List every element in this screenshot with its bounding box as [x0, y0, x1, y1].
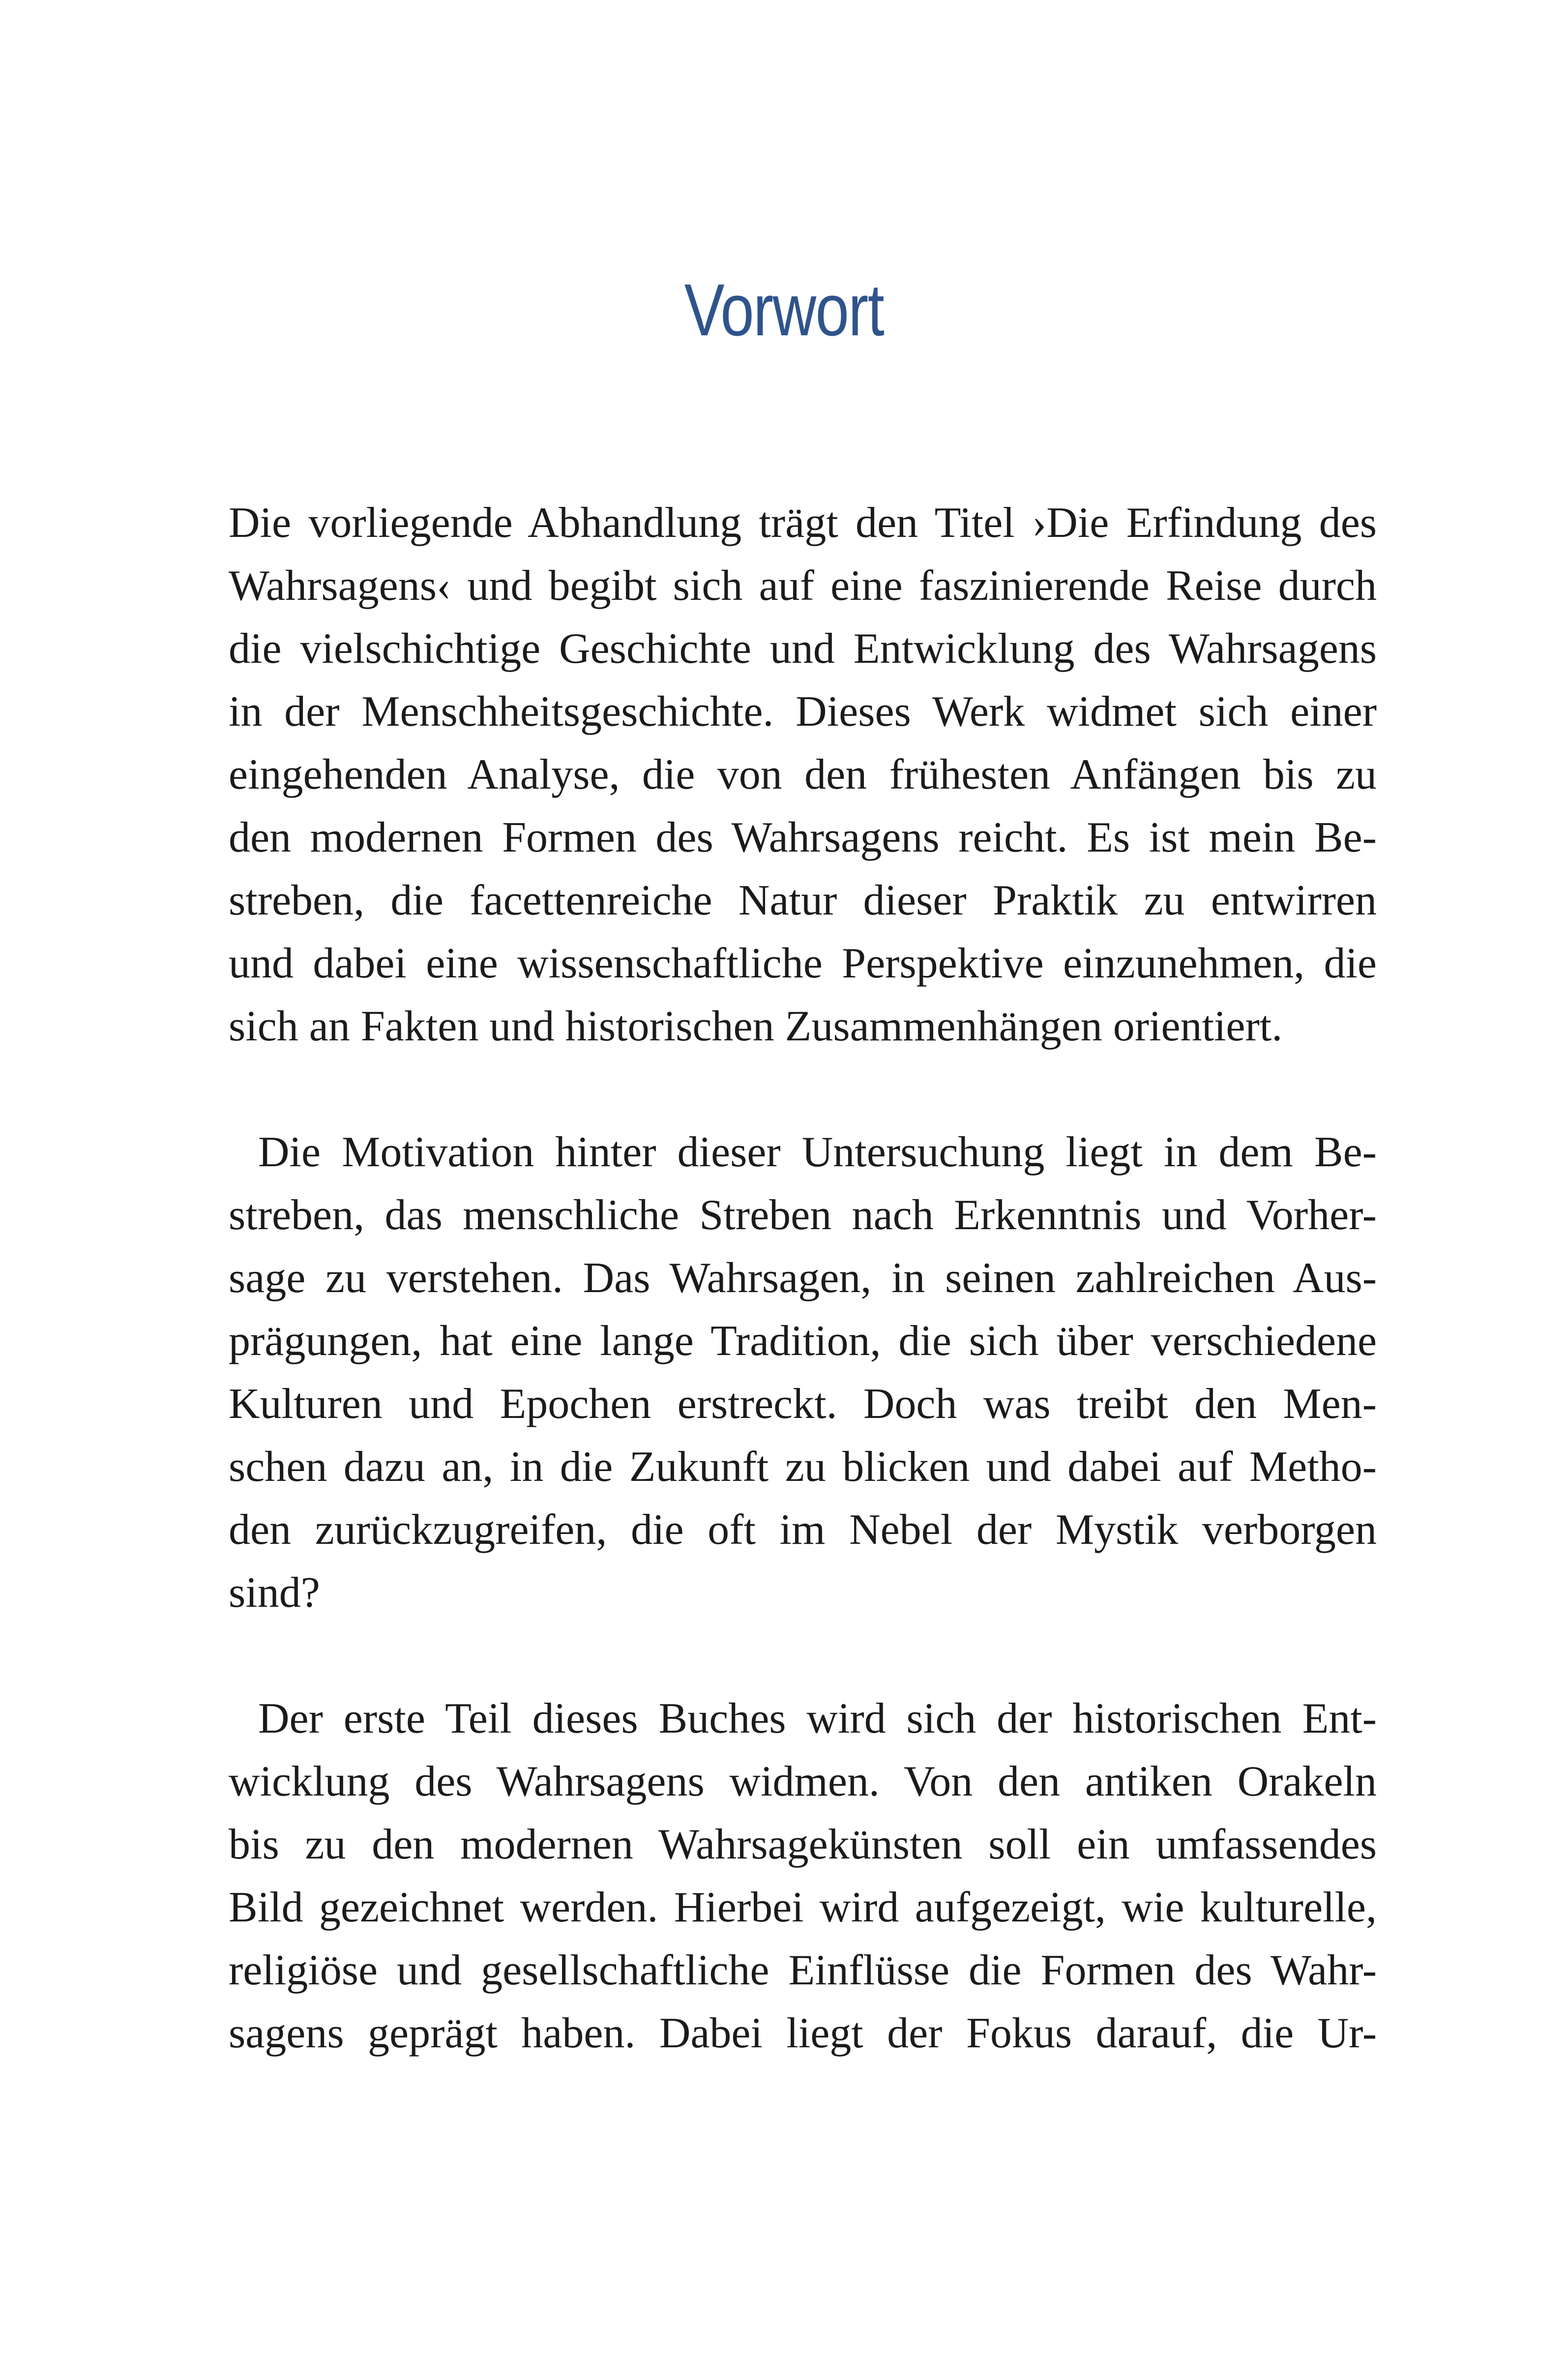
chapter-title: Vorwort: [684, 268, 884, 351]
paragraph-2: [229, 1121, 1377, 1624]
text-line: streben, das menschliche Streben nach Erkenntnis und Vorher-: [229, 1191, 1377, 1239]
text-line: sind?: [229, 1569, 320, 1617]
text-line: die vielschichtige Geschichte und Entwicklung des Wahrsagens: [229, 625, 1377, 673]
text-line: wicklung des Wahrsagens widmen. Von den antiken Orakeln: [229, 1758, 1377, 1805]
text-line: Die Motivation hinter dieser Untersuchung liegt in dem Be-: [258, 1128, 1377, 1176]
text-line: und dabei eine wissenschaftliche Perspektive einzunehmen, die: [229, 940, 1377, 987]
text-line: sage zu verstehen. Das Wahrsagen, in seinen zahlreichen Aus-: [229, 1254, 1377, 1302]
text-line: Kulturen und Epochen erstreckt. Doch was treibt den Men-: [229, 1380, 1377, 1428]
text-line: streben, die facettenreiche Natur dieser Praktik zu entwirren: [229, 877, 1377, 924]
text-line: religiöse und gesellschaftliche Einflüsse die Formen des Wahr-: [229, 1947, 1377, 1994]
text-line: den modernen Formen des Wahrsagens reicht. Es ist mein Be-: [229, 814, 1377, 861]
text-line: sagens geprägt haben. Dabei liegt der Fokus darauf, die Ur-: [229, 2009, 1377, 2057]
text-line: in der Menschheitsgeschichte. Dieses Werk widmet sich einer: [229, 688, 1377, 736]
text-line: Bild gezeichnet werden. Hierbei wird aufgezeigt, wie kulturelle,: [229, 1884, 1377, 1931]
text-line: eingehenden Analyse, die von den frühesten Anfängen bis zu: [229, 751, 1377, 798]
paragraph-1: [229, 492, 1377, 1058]
text-line: schen dazu an, in die Zukunft zu blicken und dabei auf Metho-: [229, 1443, 1377, 1491]
text-line: den zurückzugreifen, die oft im Nebel der Mystik verborgen: [229, 1506, 1377, 1554]
text-line: bis zu den modernen Wahrsagekünsten soll ein umfassendes: [229, 1821, 1377, 1868]
text-line: Wahrsagens‹ und begibt sich auf eine faszinierende Reise durch: [229, 562, 1377, 610]
text-line: prägungen, hat eine lange Tradition, die sich über verschiedene: [229, 1317, 1377, 1365]
paragraph-3: [229, 1687, 1377, 2065]
text-line: sich an Fakten und historischen Zusammenhängen orientiert.: [229, 1003, 1283, 1050]
text-line: Der erste Teil dieses Buches wird sich der historischen Ent-: [258, 1695, 1377, 1742]
body-text: [229, 492, 1377, 2065]
text-line: Die vorliegende Abhandlung trägt den Titel ›Die Erfindung des: [229, 499, 1377, 547]
